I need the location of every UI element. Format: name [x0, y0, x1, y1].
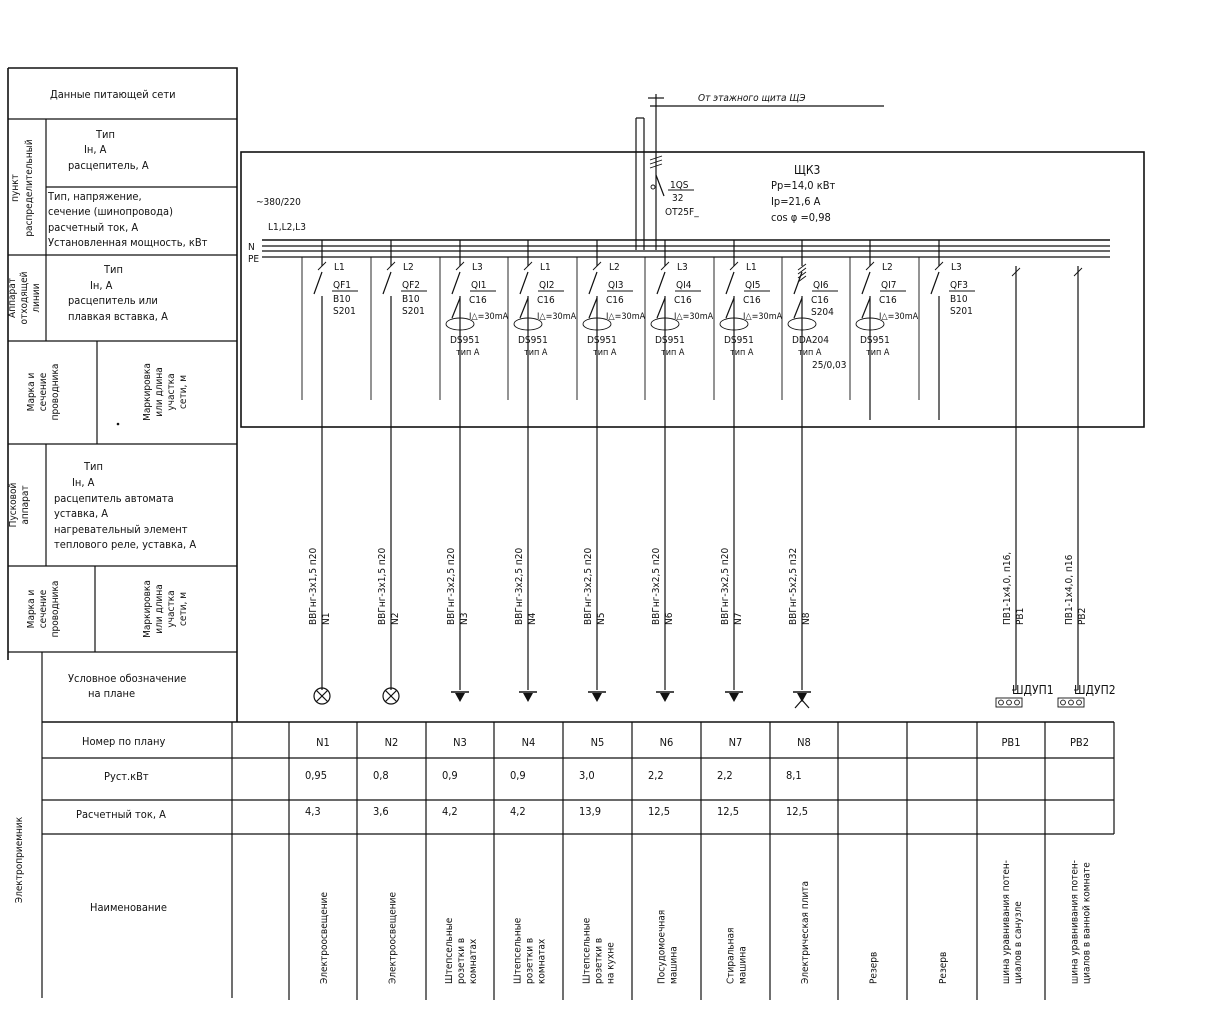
consumer-current: 3,6	[373, 805, 389, 818]
line-device-line: Iн, А	[90, 279, 113, 292]
rcd-type-label: DS951	[518, 335, 548, 346]
rating-label: C16	[743, 295, 761, 306]
rcd-contact	[726, 298, 734, 318]
consumer-current: 12,5	[717, 805, 740, 818]
bus-n-label: N	[248, 242, 255, 253]
pr-params-line: расчетный ток, А	[48, 221, 139, 234]
cable-mark-label: N5	[596, 612, 607, 625]
consumer-number: N2	[384, 736, 399, 749]
pr-params-line: Установленная мощность, кВт	[48, 236, 208, 249]
rcd-contact	[520, 298, 528, 318]
consumer-name: Стиральная	[725, 927, 737, 984]
rating-label: C16	[879, 295, 897, 306]
cable-6	[651, 420, 675, 702]
conductor-label-2: проводника	[50, 580, 61, 638]
leak-label: I△=30mA	[674, 312, 714, 322]
branch-10	[919, 240, 975, 420]
breaker-contact	[589, 272, 597, 294]
busbar-label: ШДУП2	[1074, 683, 1116, 697]
socket-icon	[592, 693, 602, 702]
busbar-label: ШДУП1	[1012, 683, 1054, 697]
busbar-icon	[996, 698, 1022, 707]
consumer-number: РВ1	[1001, 736, 1021, 749]
consumer-name: Штепсельные	[581, 917, 593, 984]
cable-type-label: ПВ1-1х4,0, п16,	[1002, 551, 1013, 625]
consumer-power: 0,9	[510, 769, 526, 782]
pr-device-line: расцепитель, А	[68, 159, 149, 172]
pr-device-line: Тип	[96, 128, 115, 141]
busbar-terminal-icon	[999, 700, 1004, 705]
device-label: QI7	[881, 280, 897, 291]
device-label: QI3	[608, 280, 624, 291]
stove-icon-leg	[795, 700, 802, 708]
phase-label: L2	[403, 262, 414, 273]
phase-label: L1	[540, 262, 551, 273]
rcd-type-label: DS951	[587, 335, 617, 346]
board-pp: Рр=14,0 кВт	[771, 179, 836, 192]
consumer-name: комнатах	[536, 938, 548, 984]
consumer-column-5	[579, 736, 617, 984]
consumer-current: 4,3	[305, 805, 321, 818]
consumer-column-2	[373, 736, 399, 984]
cable-type-label: ВВГнг-5х2,5 п32	[788, 547, 799, 625]
cable-type-label: ВВГнг-3х2,5 п20	[651, 547, 662, 625]
consumer-name: Электрическая плита	[800, 880, 811, 984]
consumer-power: 8,1	[786, 769, 802, 782]
starter-device-line: расцепитель автомата	[54, 492, 174, 505]
board-phases: L1,L2,L3	[268, 222, 306, 233]
cable-mark-label: N4	[527, 612, 538, 625]
rcd-sub-label: тип А	[798, 348, 822, 358]
consumer-current: 4,2	[510, 805, 526, 818]
phase-label: L1	[334, 262, 345, 273]
pr-params-line: Тип, напряжение,	[48, 190, 142, 203]
device-label: QI5	[745, 280, 761, 291]
consumer-column-11	[1001, 736, 1024, 984]
consumer-column-4	[510, 736, 548, 984]
phase-label: L3	[951, 262, 962, 273]
consumer-number: N7	[728, 736, 743, 749]
row-label-power: Руст.кВт	[104, 770, 149, 783]
main-switch-rating: 32	[672, 193, 684, 204]
consumer-number: N4	[521, 736, 536, 749]
rcd-contact	[452, 298, 460, 318]
cable-7	[720, 420, 744, 702]
cable-9	[996, 266, 1054, 707]
rcd-sub-label: тип А	[661, 348, 685, 358]
marking-label: Маркировка	[142, 363, 153, 421]
cable-mark-label: N3	[459, 612, 470, 625]
row-label-name: Наименование	[90, 901, 167, 914]
marking-label-2: Маркировка	[142, 580, 153, 638]
breaker-contact	[520, 272, 528, 294]
consumer-column-7	[717, 736, 749, 984]
leak-label: I△=30mA	[879, 312, 919, 322]
consumer-name: Электроосвещение	[387, 891, 399, 984]
device-label: QF3	[950, 280, 968, 291]
rating-label: C16	[606, 295, 624, 306]
breaker-contact	[794, 272, 802, 294]
rcd-sub-label: тип А	[593, 348, 617, 358]
rcd-contact	[589, 298, 597, 318]
busbar-terminal-icon	[1015, 700, 1020, 705]
breaker-contact	[657, 272, 665, 294]
cable-mark-label: N8	[801, 612, 812, 625]
bus-pe-label: PE	[248, 254, 260, 265]
consumer-power: 0,95	[305, 769, 328, 782]
breaker-contact	[931, 272, 939, 294]
cable-2	[377, 420, 401, 704]
marking-label: участка	[166, 373, 177, 411]
pr-label-line1: пункт	[10, 174, 21, 202]
main-switch-label: 1QS	[670, 180, 689, 191]
branch-3	[440, 240, 509, 420]
consumer-number: N1	[316, 736, 330, 749]
rating-label: C16	[811, 295, 829, 306]
marking-label-2: участка	[166, 590, 177, 628]
branch-7	[714, 240, 783, 420]
row-label-current: Расчетный ток, А	[76, 808, 166, 821]
board-ip: Iр=21,6 А	[771, 195, 821, 208]
rating-label: C16	[469, 295, 487, 306]
starter-device-line: Тип	[84, 460, 103, 473]
rcd-sub-label: тип А	[730, 348, 754, 358]
consumer-current: 4,2	[442, 805, 458, 818]
consumer-column-9	[869, 952, 880, 984]
consumer-name: на кухне	[605, 942, 617, 984]
supply-data-label: Данные питающей сети	[50, 88, 176, 101]
phase-label: L3	[472, 262, 483, 273]
branch-1	[302, 240, 358, 420]
device-label: QI4	[676, 280, 692, 291]
line-device-line: расцепитель или	[68, 294, 158, 307]
consumer-number: N8	[797, 736, 811, 749]
phase-label: L2	[882, 262, 893, 273]
rcd-type-label: DS951	[724, 335, 754, 346]
starter-label-line1: Пусковой	[8, 482, 19, 528]
line-label-line3: линии	[31, 283, 42, 313]
phase-label: L3	[677, 262, 688, 273]
consumer-name: Электроосвещение	[319, 891, 330, 984]
cable-type-label: ВВГнг-3х1,5 п20	[377, 547, 388, 625]
cable-mark-label: РВ2	[1077, 607, 1088, 625]
cable-type-label: ПВ1-1х4,0, п16	[1064, 554, 1075, 625]
dot-mark	[117, 423, 120, 426]
leak-label: I△=30mA	[743, 312, 783, 322]
breaker-contact	[862, 272, 870, 294]
leak-label: I△=30mA	[469, 312, 509, 322]
marking-label: или длина	[154, 367, 165, 417]
consumer-name: Штепсельные	[444, 917, 455, 984]
line-label-line1: Аппарат	[7, 278, 18, 318]
consumer-power: 0,8	[373, 769, 389, 782]
rating-label: B10	[333, 294, 351, 305]
consumer-name: розетки в	[456, 937, 467, 984]
consumer-column-3	[442, 736, 479, 984]
consumer-table	[42, 722, 1114, 1000]
cable-mark-label: N1	[321, 612, 332, 625]
branch-4	[508, 240, 577, 420]
consumer-name: Штепсельные	[512, 917, 524, 984]
rcd-extra-label: 25/0,03	[812, 360, 847, 371]
marking-label-2: или длина	[154, 584, 165, 634]
conductor-label: Марка и	[26, 372, 37, 412]
pr-label-line2: распределительный	[24, 139, 35, 237]
rcd-type-label: DS951	[655, 335, 685, 346]
cable-type-label: ВВГнг-3х2,5 п20	[720, 547, 731, 625]
consumer-name: машина	[668, 946, 680, 984]
rating-label: C16	[537, 295, 555, 306]
outgoing-cables	[308, 266, 1116, 708]
consumer-name: циалов в ванной комнате	[1081, 862, 1093, 984]
rating-label: B10	[402, 294, 420, 305]
busbar-terminal-icon	[1007, 700, 1012, 705]
leak-label: I△=30mA	[606, 312, 646, 322]
main-switch-icon	[650, 156, 664, 196]
busbar-icon	[1058, 698, 1084, 707]
cable-5	[583, 420, 607, 702]
branch-5	[577, 240, 646, 420]
row-label-number: Номер по плану	[82, 735, 166, 748]
consumer-column-12	[1070, 736, 1093, 984]
rcd-sub-label: тип А	[866, 348, 890, 358]
cable-type-label: ВВГнг-3х2,5 п20	[446, 547, 457, 625]
conductor-label: сечение	[38, 372, 49, 412]
cable-10	[1058, 266, 1116, 707]
symbol-label-line: на плане	[88, 687, 136, 700]
socket-icon	[523, 693, 533, 702]
cable-4	[514, 420, 538, 702]
consumer-name: розетки в	[593, 937, 605, 984]
starter-device-line: теплового реле, уставка, А	[54, 538, 197, 551]
cable-1	[308, 420, 332, 704]
branch-2	[371, 240, 427, 420]
consumer-number: РВ2	[1069, 736, 1090, 749]
socket-icon	[660, 693, 670, 702]
type-label: S201	[950, 306, 973, 317]
branch-circuits	[302, 240, 975, 420]
device-label: QI2	[539, 280, 555, 291]
busbar-terminal-icon	[1061, 700, 1066, 705]
consumer-name: Резерв	[938, 951, 949, 984]
line-device-line: Тип	[104, 263, 123, 276]
branch-6	[645, 240, 714, 420]
marking-label: сети, м	[178, 374, 189, 410]
consumer-section-label: Электроприемник	[14, 816, 25, 904]
socket-icon	[729, 693, 739, 702]
device-label: QF1	[333, 280, 351, 291]
consumer-name: Резерв	[868, 951, 880, 984]
consumer-current: 12,5	[648, 805, 671, 818]
phase-label: L2	[609, 262, 620, 273]
consumer-name: циалов в санузле	[1013, 901, 1024, 984]
starter-device-line: Iн, А	[72, 476, 95, 489]
cable-mark-label: РВ1	[1015, 607, 1026, 625]
consumer-column-10	[938, 952, 949, 984]
consumer-column-6	[648, 736, 680, 984]
source-label: От этажного щита ЩЭ	[698, 93, 806, 104]
rating-label: C16	[674, 295, 692, 306]
cable-mark-label: N7	[733, 612, 744, 625]
cable-8	[788, 420, 812, 708]
rcd-sub-label: тип А	[456, 348, 480, 358]
marking-label-2: сети, м	[178, 591, 189, 627]
branch-9	[850, 240, 919, 420]
switchboard	[241, 93, 1144, 427]
rcd-contact	[794, 298, 802, 318]
consumer-current: 12,5	[786, 805, 809, 818]
device-label: QI1	[471, 280, 487, 291]
consumer-name: машина	[737, 946, 749, 984]
type-label: S201	[402, 306, 425, 317]
consumer-name: розетки в	[524, 937, 536, 984]
consumer-power: 2,2	[717, 769, 733, 782]
stove-icon-leg	[802, 700, 809, 708]
line-label-line2: отходящей	[19, 271, 30, 325]
cable-type-label: ВВГнг-3х2,5 п20	[583, 547, 594, 625]
breaker-contact	[452, 272, 460, 294]
consumer-name: шина уравнивания потен-	[1069, 859, 1081, 984]
consumer-column-8	[786, 736, 811, 984]
leak-label: I△=30mA	[537, 312, 577, 322]
busbar-terminal-icon	[1077, 700, 1082, 705]
board-name: ЩК3	[794, 163, 821, 177]
pr-params-line: сечение (шинопровода)	[48, 205, 173, 218]
type-label: S201	[333, 306, 356, 317]
conductor-label: проводника	[50, 363, 61, 421]
branch-8	[782, 240, 847, 420]
consumer-power: 3,0	[579, 769, 595, 782]
rcd-contact	[657, 298, 665, 318]
busbar-terminal-icon	[1069, 700, 1074, 705]
rcd-sub-label: тип А	[524, 348, 548, 358]
consumer-name: шина уравнивания потен-	[1001, 859, 1012, 984]
phase-label: L1	[746, 262, 757, 273]
consumer-name: комнатах	[468, 938, 479, 984]
cable-type-label: ВВГнг-3х2,5 п20	[514, 547, 525, 625]
device-label: QF2	[402, 280, 420, 291]
starter-device-line: уставка, А	[54, 507, 109, 520]
consumer-power: 0,9	[442, 769, 458, 782]
consumer-number: N3	[453, 736, 467, 749]
line-device-line: плавкая вставка, А	[68, 310, 168, 323]
main-switch-type: OT25F_	[665, 207, 699, 218]
rcd-type-label: DS951	[860, 335, 890, 346]
breaker-contact	[314, 272, 322, 294]
cable-mark-label: N2	[390, 612, 401, 625]
left-descriptor-table	[7, 68, 237, 998]
breaker-contact	[383, 272, 391, 294]
consumer-number: N5	[590, 736, 605, 749]
symbol-label-line: Условное обозначение	[68, 672, 187, 685]
cable-mark-label: N6	[664, 612, 675, 625]
consumer-number: N6	[659, 736, 674, 749]
cable-type-label: ВВГнг-3х1,5 п20	[308, 547, 319, 625]
starter-device-line: нагревательный элемент	[54, 523, 188, 536]
consumer-current: 13,9	[579, 805, 602, 818]
consumer-name: Посудомоечная	[656, 909, 668, 984]
consumer-column-1	[305, 736, 330, 984]
conductor-label-2: сечение	[38, 589, 49, 629]
starter-label-line2: аппарат	[20, 485, 31, 525]
type-label: S204	[811, 307, 834, 318]
rcd-type-label: DDA204	[792, 335, 830, 346]
conductor-label-2: Марка и	[26, 589, 37, 629]
cable-3	[446, 420, 470, 702]
pr-device-line: Iн, А	[84, 143, 107, 156]
rating-label: B10	[950, 294, 968, 305]
rcd-type-label: DS951	[450, 335, 480, 346]
consumer-power: 2,2	[648, 769, 664, 782]
board-voltage: ~380/220	[256, 197, 301, 208]
socket-icon	[455, 693, 465, 702]
device-label: QI6	[813, 280, 829, 291]
breaker-contact	[726, 272, 734, 294]
switchboard-frame	[241, 152, 1144, 427]
board-cos: cos φ =0,98	[771, 211, 831, 224]
rcd-contact	[862, 298, 870, 318]
